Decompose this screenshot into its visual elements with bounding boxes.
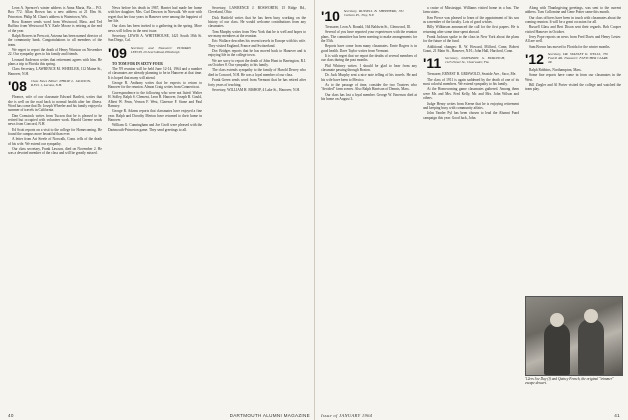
text-paragraph: Secretary, LAWRENCE J. BOSWORTH, 15 Ridge Rd., Cleveland, Ohio	[208, 6, 306, 15]
text-paragraph: Billy Wilkinson announced the call for the first papers. He is returning after some time spent abroad.	[423, 25, 519, 34]
text-paragraph: Our class has been invited to a gathering in the spring. More news will follow in the next issue.	[108, 24, 202, 33]
text-paragraph: Ralph Bowers in Prescott, Arizona has been named director of the community bank. Congratulations to all members of the team.	[8, 34, 102, 47]
figure-left-head	[550, 313, 564, 327]
text-paragraph: Dan Comstock writes from Tucson that he is pleased to be retired but occupied with volunteer work. Harold Greene sends news from Concord, N.H.	[8, 113, 102, 127]
text-paragraph: As to the passage of time, consider the two Trustees who "decided" farm scenes. Also Ralph Harrison of Dennis, Mass.	[321, 83, 417, 92]
text-paragraph: George R. Adams reports that classmates have enjoyed a fine year. Ralph and Dorothy Merton have returned to their home in Hanover.	[108, 109, 202, 122]
text-paragraph: Ed Scott reports on a visit to the college for Homecoming. He found the campus more beautiful than ever.	[8, 127, 102, 136]
text-paragraph: Leonard Anderson writes that retirement agrees with him. He plans a trip to Florida this spring.	[8, 57, 102, 67]
text-paragraph: Fleance, wife of our classmate Edward Bartlett, writes that she is well on the road back to normal health after her illness. Word has come that Dr. Joseph Wheeler and his family enjoyed a summer of travels in California.	[8, 95, 102, 113]
photo-caption: '12ers Joe Day (l) and Quincy French, the original "trimmer" escape dessert.	[525, 377, 614, 386]
text-paragraph: a cruise of Mississippi. Williams visited home in a bus. The farm states.	[423, 6, 519, 15]
figure-left	[544, 323, 570, 375]
figure-right-head	[584, 309, 598, 323]
text-paragraph: Additional changes: R. W. Howard, Milford, Conn; Robert Grant, 21 Main St., Hanover, N.H.; John Hall, Hartford, Conn.	[423, 44, 519, 54]
text-paragraph: Our class has lost a loyal member. George W. Emerson died at his home on August 3.	[321, 92, 417, 102]
class-officers: Class News Editor: PHILIP L. JACKSON, R.F.D. 1, Lacona, N.H.	[30, 79, 91, 88]
text-paragraph: Bill Ziegler and Al Porter visited the college and watched the team play.	[525, 83, 621, 92]
text-paragraph: George R. Anthony writes that he expects to return to Hanover for the reunion. Almon Craig writes from Connecticut.	[108, 81, 202, 90]
right-column-3	[525, 6, 621, 290]
class-officers: Secretary and Treasurer: EDWARD LEECH, 29 Leech Road, Pittsburgh	[130, 45, 191, 54]
text-paragraph: Dick Hatfield writes that he has been busy working on the history of our class. He would welcome contributions from any classmates.	[208, 15, 306, 29]
figure-right	[578, 319, 604, 375]
class-heading-08	[8, 79, 102, 93]
class-heading-12	[525, 52, 621, 66]
text-paragraph: The '09 reunion will be held June 12-14, 1964 and a number of classmates are already planning to be in Hanover at that time. It is hoped that many will attend.	[108, 67, 202, 80]
text-paragraph: William G. Cunningham and Joe Groff were pleased with the Dartmouth-Princeton game. They send greetings to all.	[108, 123, 202, 132]
text-paragraph: Frank Green sends word from Vermont that he has retired after forty years of teaching.	[208, 78, 306, 87]
text-paragraph: Eric Wallace describes his recent travels in Europe with his wife. They visited England, France and Switzerland.	[208, 39, 306, 48]
text-paragraph: A letter from Art Steele of Norwalk, Conn. tells of the death of his wife. We extend our sympathy.	[8, 137, 102, 146]
text-paragraph: Tom Murphy writes from New York that he is well and hopes to see many members at the reunion.	[208, 29, 306, 39]
class-heading-11	[423, 56, 519, 70]
issue-date: Issue of JANUARY 1964	[321, 413, 373, 418]
text-paragraph: Ralph Robbins, Northampton, Mass.	[529, 68, 582, 73]
text-paragraph: Ross Kramer sends word from Westwood, Mass. and Ted Ruffino from Westwood N.Y. Earle Moose is retiring at the end of the year.	[8, 20, 102, 33]
text-paragraph: Ken Pierce was pleased to learn of the appointment of his son as a member of the faculty. Lots of good wishes.	[423, 15, 519, 25]
class-number: '09	[108, 44, 127, 61]
text-paragraph: Dr. Jack Murphy sent a nice note telling of his travels. He and his wife have been to Mexico.	[321, 73, 417, 82]
text-paragraph: Frank Jackson spoke to the class in New York about the plans for the future of the fund.	[423, 35, 519, 44]
text-paragraph: Jerry Pope reports on news from Fred Davis and Henry Lester. All are well.	[525, 35, 621, 44]
text-paragraph: Class Secretary, LAWRENCE M. WHEELER, 112 Maine St., Hanover, N.H.	[8, 67, 102, 76]
right-column-1	[321, 6, 417, 406]
left-column-3	[208, 6, 306, 406]
text-paragraph: Our class secretary, Frank Lawson, died on November 2. He was a devoted member of the class and will be greatly missed.	[8, 146, 102, 156]
magazine-title: DARTMOUTH ALUMNI MAGAZINE	[229, 413, 310, 418]
section-heading: TO TOM FOR IN SIXTY-FOUR	[112, 61, 163, 66]
text-paragraph: Our class officers have been in touch with classmates about the coming reunion. It will be a great occasion for all.	[525, 15, 621, 25]
text-paragraph: Secretary, LEWIS A. WHITEHOUSE, 1421 South 18th St. San Diego, Cal.	[108, 34, 202, 43]
class-number: '12	[525, 51, 544, 68]
class-number: '11	[423, 55, 442, 72]
text-paragraph: Several of you have reported your experiences with the reunion plans. The committee has been meeting to make arrangements for the 55th.	[321, 30, 417, 44]
right-column-2	[423, 6, 519, 406]
class-number: '08	[8, 78, 27, 95]
text-paragraph: Secretary, WILLIAM H. BISHOP, 4 Lake St., Hanover, N.H.	[212, 87, 300, 92]
text-paragraph: Along with Thanksgiving greetings, was sent to the current address. Tom Collomine and Gene Potter came this month.	[525, 6, 621, 15]
class-heading-09	[108, 46, 202, 60]
class-officers: Secretary, NATHANIEL G. BURLEIGH, 1125 Dover St., Clearwater, Fla.	[445, 56, 506, 65]
class-officers: Secretary, RUSSELL B. SHEPHERD, 331 Carlson Pl., Troy, N.Y.	[343, 9, 404, 17]
left-column-1	[8, 6, 102, 406]
text-paragraph: News before his death in 1967, Harriet had made her home with her daughter. Mrs. Carl Dawson in Norwalk. We note with regret that her four years in Hanover were among the happiest of her life.	[108, 6, 202, 24]
text-paragraph: Some fine reports have come in from our classmates in the West.	[525, 73, 621, 82]
class-heading-10	[321, 9, 417, 23]
text-paragraph: Treasurer, ERNEST B. GRISWOLD, Seaside Ave., Saco, Me.	[427, 72, 517, 77]
text-paragraph: John Vander Pyl has been chosen to lead the Alumni Fund campaign this year. Good luck, John.	[423, 111, 519, 120]
class-officers: Secretary, DR. STANLEY K. WELLS, 736 Fourth Rd. Treasurer: FLETCHER CLARK JR.	[547, 52, 608, 65]
text-paragraph: We are sorry to report the death of John Hunt in Barrington, R.I. on October 8. Our sympathy to his family.	[208, 58, 306, 68]
text-paragraph: The class of 1911 is again saddened by the death of one of its most colorful members. We extend sympathy to his family.	[423, 77, 519, 87]
photo-two-classmates	[525, 296, 623, 376]
text-paragraph: Treasurer, Leon A. Ronald, 164 Baldwin St., Glenwood, Ill.	[325, 25, 411, 29]
page-number: 40	[8, 413, 14, 418]
text-paragraph: We regret to report the death of Henry Winston on November 22. Our sympathy goes to his family and friends.	[8, 48, 102, 57]
text-paragraph: Judge Henry writes from Keene that he is enjoying retirement and keeping busy with community affairs.	[423, 101, 519, 110]
text-paragraph: It is with regret that we report the deaths of several members of our class during the past months.	[321, 54, 417, 63]
text-paragraph: Sam Brown has moved to Florida for the winter months.	[529, 44, 611, 49]
text-paragraph: Phil Whitney writes: I should be glad to hear from any classmate passing through Boston.	[321, 63, 417, 73]
text-paragraph: Doc Bridges reports that he has moved back to Hanover and is enjoying life in the college town.	[208, 49, 306, 58]
class-number: '10	[321, 8, 340, 24]
text-paragraph: Correspondence to the following who were not listed: Walter H. Sidley, Ralph S. Clement, Leon B. Hanover, Joseph B. Gould, Albert W. Fenn, Vernon F. West, Clarence F. Stone and Paul Ramsey.	[108, 90, 202, 108]
text-paragraph: Leon A. Spencer's winter address is Anna Maria, Fla.... P.O. Box 772. Allan Brown has a new address at 21 Elm St. Princeton. Philip M. Clum's address is Watertown, Wis.	[8, 6, 102, 19]
left-column-2	[108, 6, 202, 406]
text-paragraph: At the Homecoming game classmates gathered. Among them were Mr. and Mrs. Fred Kelly, Mr. and Mrs. John Wilson and others.	[423, 87, 519, 101]
page-number: 41	[614, 413, 620, 418]
text-paragraph: Reports have come from many classmates. Ernie Rogers is in good health. Dave Taylor writes from Vermont.	[321, 44, 417, 53]
text-paragraph: Russell Glass and Bert Dixon sent their regards. Bob Cooper visited Hanover in October.	[525, 25, 621, 34]
right-page	[315, 0, 628, 420]
text-paragraph: The class extends sympathy to the family of Harold Dewey who died in Concord, N.H. He was a loyal member of our class.	[208, 68, 306, 77]
